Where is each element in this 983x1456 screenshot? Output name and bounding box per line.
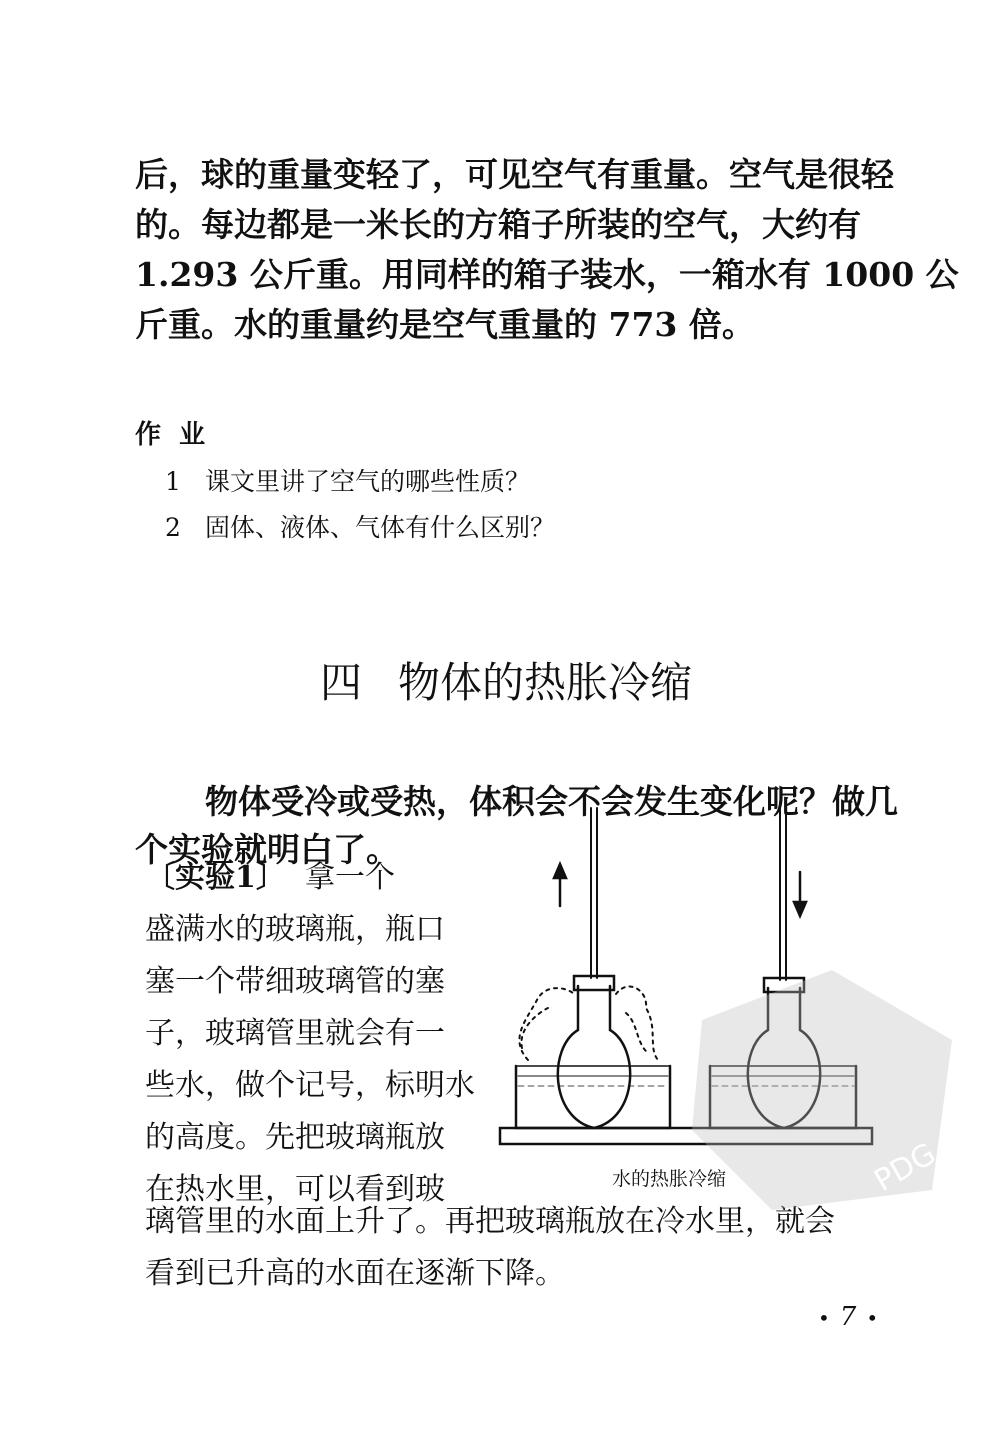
experiment-label: 〔实验1〕 (145, 860, 286, 895)
dot-icon: • (866, 1306, 879, 1330)
paragraph-line: 后，球的重量变轻了，可见空气有重量。空气是很轻 (135, 155, 894, 194)
watermark-text: PDG (868, 1136, 942, 1199)
homework-item (165, 462, 530, 498)
paragraph-line: 的高度。先把玻璃瓶放 (145, 1120, 445, 1155)
paragraph-line: 看到已升高的水面在逐渐下降。 (145, 1256, 565, 1291)
paragraph-line: 1.293 公斤重。用同样的箱子装水，一箱水有 1000 公 (135, 255, 959, 294)
homework-item-number: 1 (165, 467, 181, 496)
paragraph-line: 盛满水的玻璃瓶，瓶口 (145, 912, 445, 947)
paragraph-line: 的。每边都是一米长的方箱子所装的空气，大约有 (135, 205, 861, 244)
paragraph-line: 子，玻璃管里就会有一 (145, 1016, 445, 1051)
left-flask (558, 986, 630, 1128)
paragraph-line: 个实验就明白了。 (135, 830, 399, 869)
paragraph-line: 些水，做个记号，标明水 (145, 1068, 475, 1103)
experiment-first-text: 拿一个 (304, 860, 395, 895)
page-number-value: 7 (839, 1302, 857, 1332)
homework-title: 作业 (135, 420, 224, 450)
page-number (808, 1302, 888, 1332)
paragraph-line: 在热水里，可以看到玻 (145, 1172, 445, 1207)
homework-item-text: 课文里讲了空气的哪些性质？ (205, 467, 531, 496)
dot-icon: • (818, 1306, 830, 1330)
stamp-watermark (682, 960, 967, 1220)
paragraph-line: 璃管里的水面上升了。再把玻璃瓶放在冷水里，就会 (145, 1204, 835, 1239)
left-basin (516, 1066, 670, 1128)
left-stopper (574, 976, 614, 990)
paragraph-line: 塞一个带细玻璃管的塞 (145, 964, 445, 999)
figure-caption: 水的热胀冷缩 (612, 1168, 727, 1190)
homework-item-text: 固体、液体、气体有什么区别？ (205, 513, 556, 542)
experiment-first-line (145, 852, 485, 904)
homework-item-number: 2 (165, 513, 181, 542)
experiment-text (145, 852, 485, 1216)
section-heading (320, 650, 692, 710)
paragraph-line: 斤重。水的重量约是空气重量的 773 倍。 (135, 305, 755, 344)
section-number: 四 (320, 658, 363, 707)
top-paragraph (135, 150, 959, 350)
homework-item (165, 508, 555, 544)
steam (519, 987, 658, 1060)
section-title: 物体的热胀冷缩 (398, 658, 693, 707)
paragraph-line: 物体受冷或受热，体积会不会发生变化呢？做几 (205, 782, 898, 821)
